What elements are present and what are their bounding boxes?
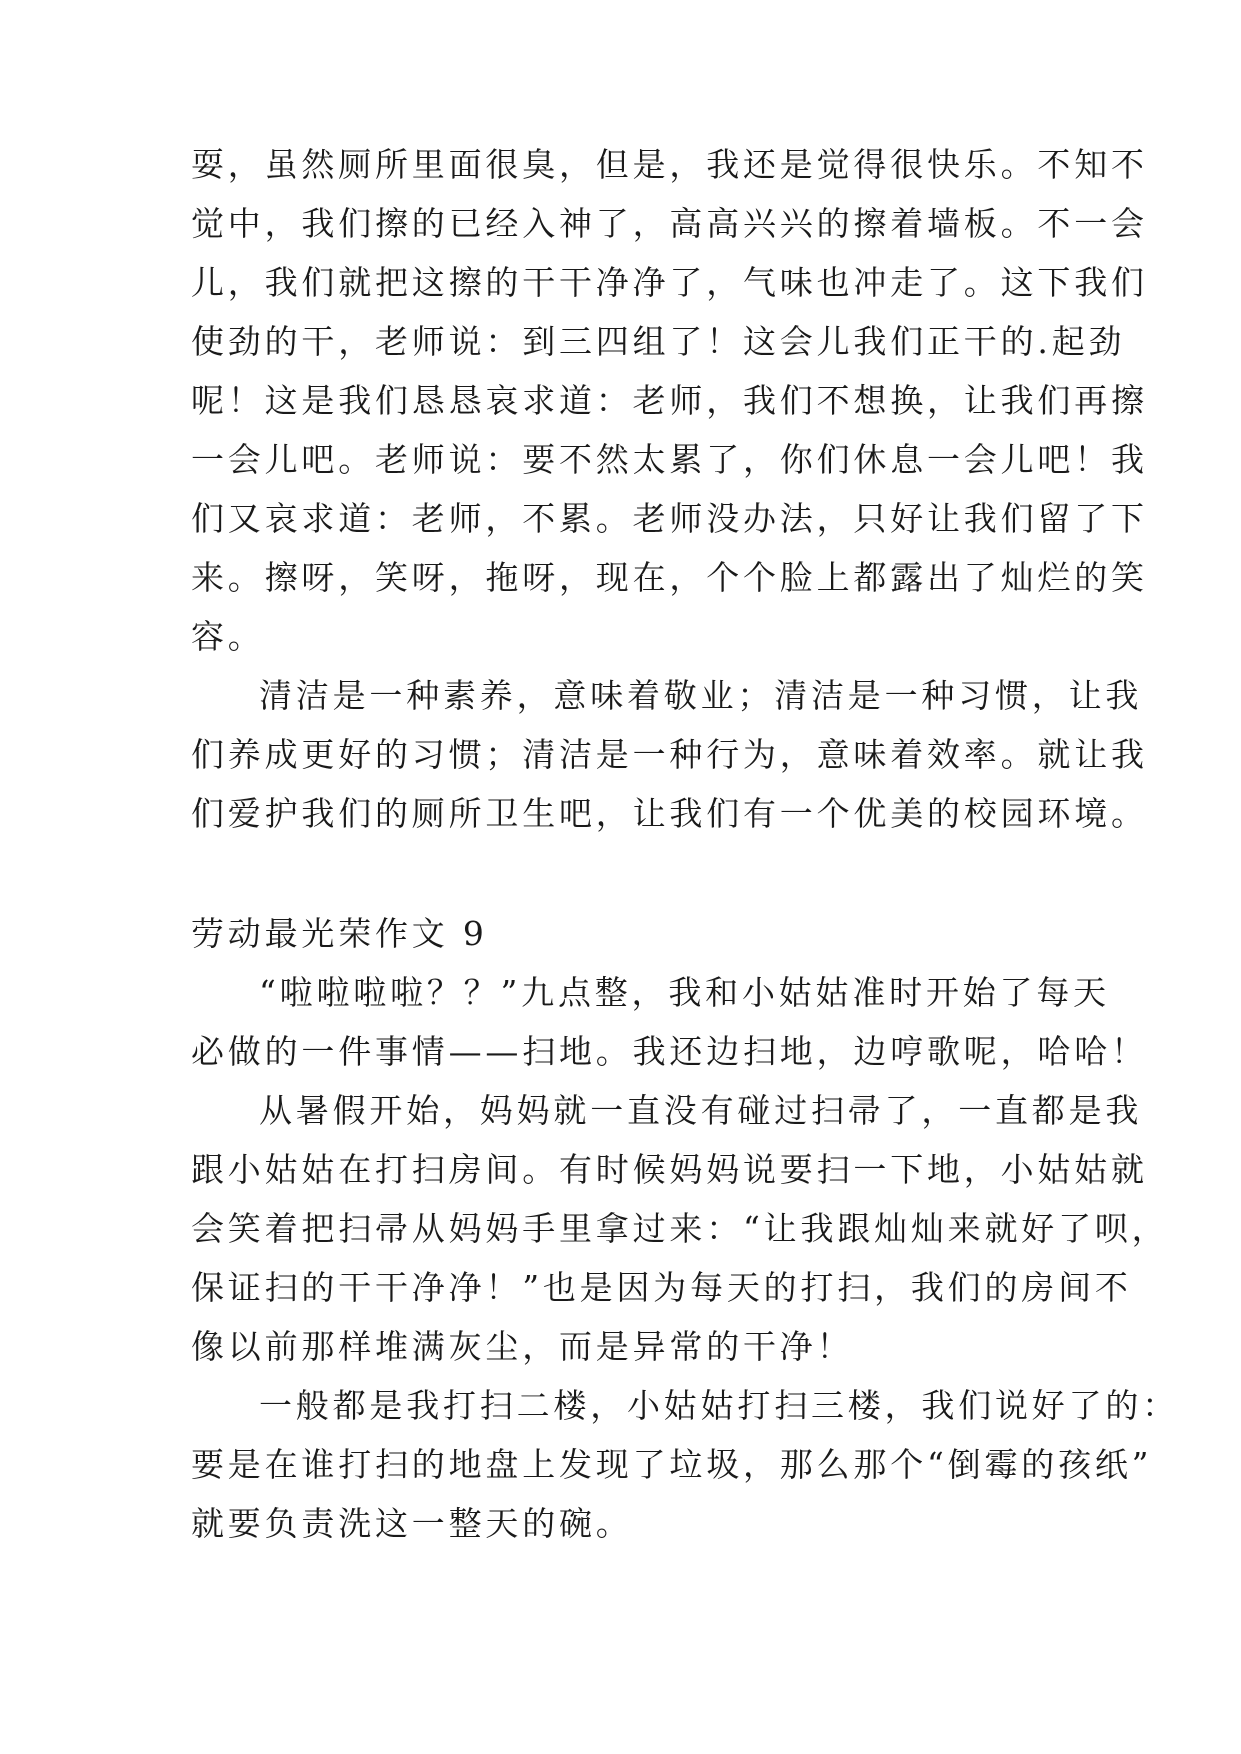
text-line: 必做的一件事情——扫地。我还边扫地，边哼歌呢，哈哈！	[191, 1032, 1148, 1071]
text-line: 一会儿吧。老师说：要不然太累了，你们休息一会儿吧！我	[191, 440, 1148, 479]
text-line: 来。擦呀，笑呀，拖呀，现在，个个脸上都露出了灿烂的笑	[191, 558, 1148, 597]
text-line: 清洁是一种素养，意味着敬业；清洁是一种习惯，让我	[259, 676, 1143, 715]
section-title: 劳动最光荣作文 9	[191, 914, 488, 953]
text-line: 跟小姑姑在打扫房间。有时候妈妈说要扫一下地，小姑姑就	[191, 1150, 1148, 1189]
text-line: 们爱护我们的厕所卫生吧，让我们有一个优美的校园环境。	[191, 794, 1148, 833]
text-line: 容。	[191, 617, 265, 656]
text-line: 使劲的干，老师说：到三四组了！这会儿我们正干的.起劲	[191, 322, 1126, 361]
text-line: 儿，我们就把这擦的干干净净了，气味也冲走了。这下我们	[191, 263, 1148, 302]
text-line: 觉中，我们擦的已经入神了，高高兴兴的擦着墙板。不一会	[191, 204, 1148, 243]
text-line: 们养成更好的习惯；清洁是一种行为，意味着效率。就让我	[191, 735, 1148, 774]
text-line: 从暑假开始，妈妈就一直没有碰过扫帚了，一直都是我	[259, 1091, 1143, 1130]
text-line: 像以前那样堆满灰尘，而是异常的干净！	[191, 1327, 854, 1366]
text-line: 保证扫的干干净净！”也是因为每天的打扫，我们的房间不	[191, 1268, 1132, 1307]
text-line: 呢！这是我们恳恳哀求道：老师，我们不想换，让我们再擦	[191, 381, 1148, 420]
text-line: 要是在谁打扫的地盘上发现了垃圾，那么那个“倒霉的孩纸”	[191, 1445, 1153, 1484]
text-line: 就要负责洗这一整天的碗。	[191, 1504, 633, 1543]
text-line: 耍，虽然厕所里面很臭，但是，我还是觉得很快乐。不知不	[191, 145, 1148, 184]
text-line: 一般都是我打扫二楼，小姑姑打扫三楼，我们说好了的：	[259, 1386, 1179, 1425]
text-line: 会笑着把扫帚从妈妈手里拿过来：“让我跟灿灿来就好了呗，	[191, 1209, 1169, 1248]
text-line: 们又哀求道：老师，不累。老师没办法，只好让我们留了下	[191, 499, 1148, 538]
text-line: “啦啦啦啦？？”九点整，我和小姑姑准时开始了每天	[259, 973, 1110, 1012]
